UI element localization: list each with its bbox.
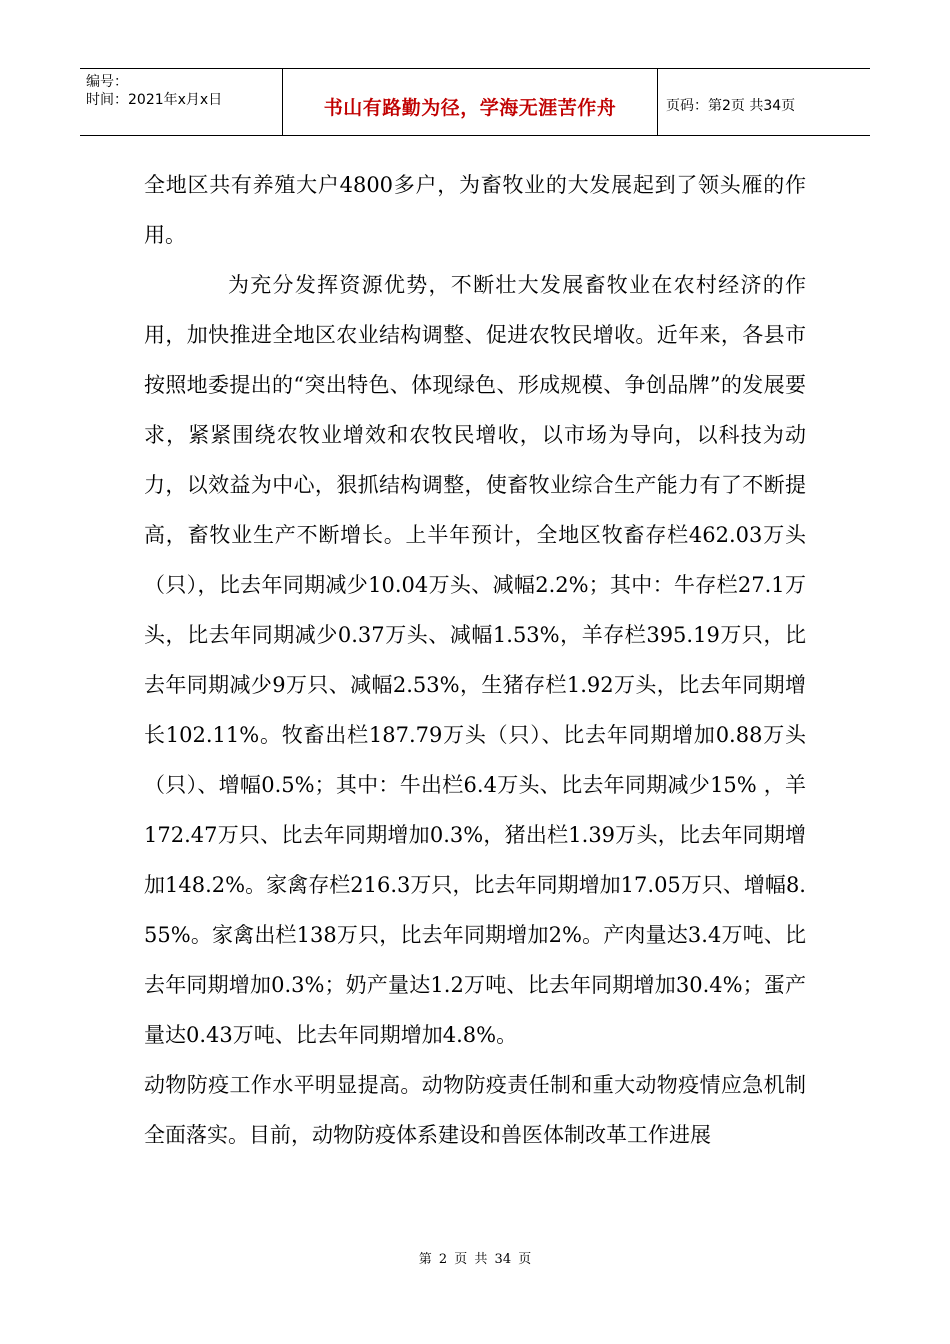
page-footer: 第 2 页 共 34 页 <box>418 1252 532 1267</box>
doc-number-label: 编号： <box>86 74 128 90</box>
paragraph-epidemic-prevention: 动物防疫工作水平明显提高。动物防疫责任制和重大动物疫情应急机制全面落实。目前，动物防疫体系建设和兽医体制改革工作进展 <box>144 1073 806 1147</box>
header-motto: 书山有路勤为径，学海无涯苦作舟 <box>323 96 617 119</box>
header-motto-cell <box>283 69 658 135</box>
time-label: 时间：2021年x月x日 <box>86 92 223 108</box>
page-header <box>80 68 870 136</box>
paragraph-continued: 全地区共有养殖大户4800多户，为畜牧业的大发展起到了领头雁的作用。 <box>144 173 806 247</box>
paragraph-livestock-stats: 为充分发挥资源优势，不断壮大发展畜牧业在农村经济的作用，加快推进全地区农业结构调整、促进农牧民增收。近年来，各县市按照地委提出的“突出特色、体现绿色、形成规模、争创品牌”的发展要求，紧紧围绕农牧业增效和农牧民增收，以市场为导向，以科技为动力，以效益为中心，狠抓结构调整，使畜牧业综合生产能力有了不断提高，畜牧业生产不断增长。上半年预计，全地区牧畜存栏462.03万头（只），比去年同期减少10.04万头、减幅2.2%；其中：牛存栏27.1万头，比去年同期减少0.37万头、减幅1.53%，羊存栏395.19万只，比去年同期减少9万只、减幅2.53%，生猪存栏1.92万头，比去年同期增长102.11%。牧畜出栏187.79万头（只）、比去年同期增加0.88万头（只）、增幅0.5%；其中：牛出栏6.4万头、比去年同期减少15% ，羊172.47万只、比去年同期增加0.3%，猪出栏1.39万头，比去年同期增加148.2%。家禽存栏216.3万只，比去年同期增加17.05万只、增幅8.55%。家禽出栏138万只，比去年同期增加2%。产肉量达3.4万吨、比去年同期增加0.3%；奶产量达1.2万吨、比去年同期增加30.4%；蛋产量达0.43万吨、比去年同期增加4.8%。 <box>144 273 806 1047</box>
header-page-info: 页码：第2页 共34页 <box>666 98 796 114</box>
document-body <box>144 160 806 1160</box>
header-page-cell <box>658 69 870 135</box>
header-meta-cell <box>80 69 283 135</box>
